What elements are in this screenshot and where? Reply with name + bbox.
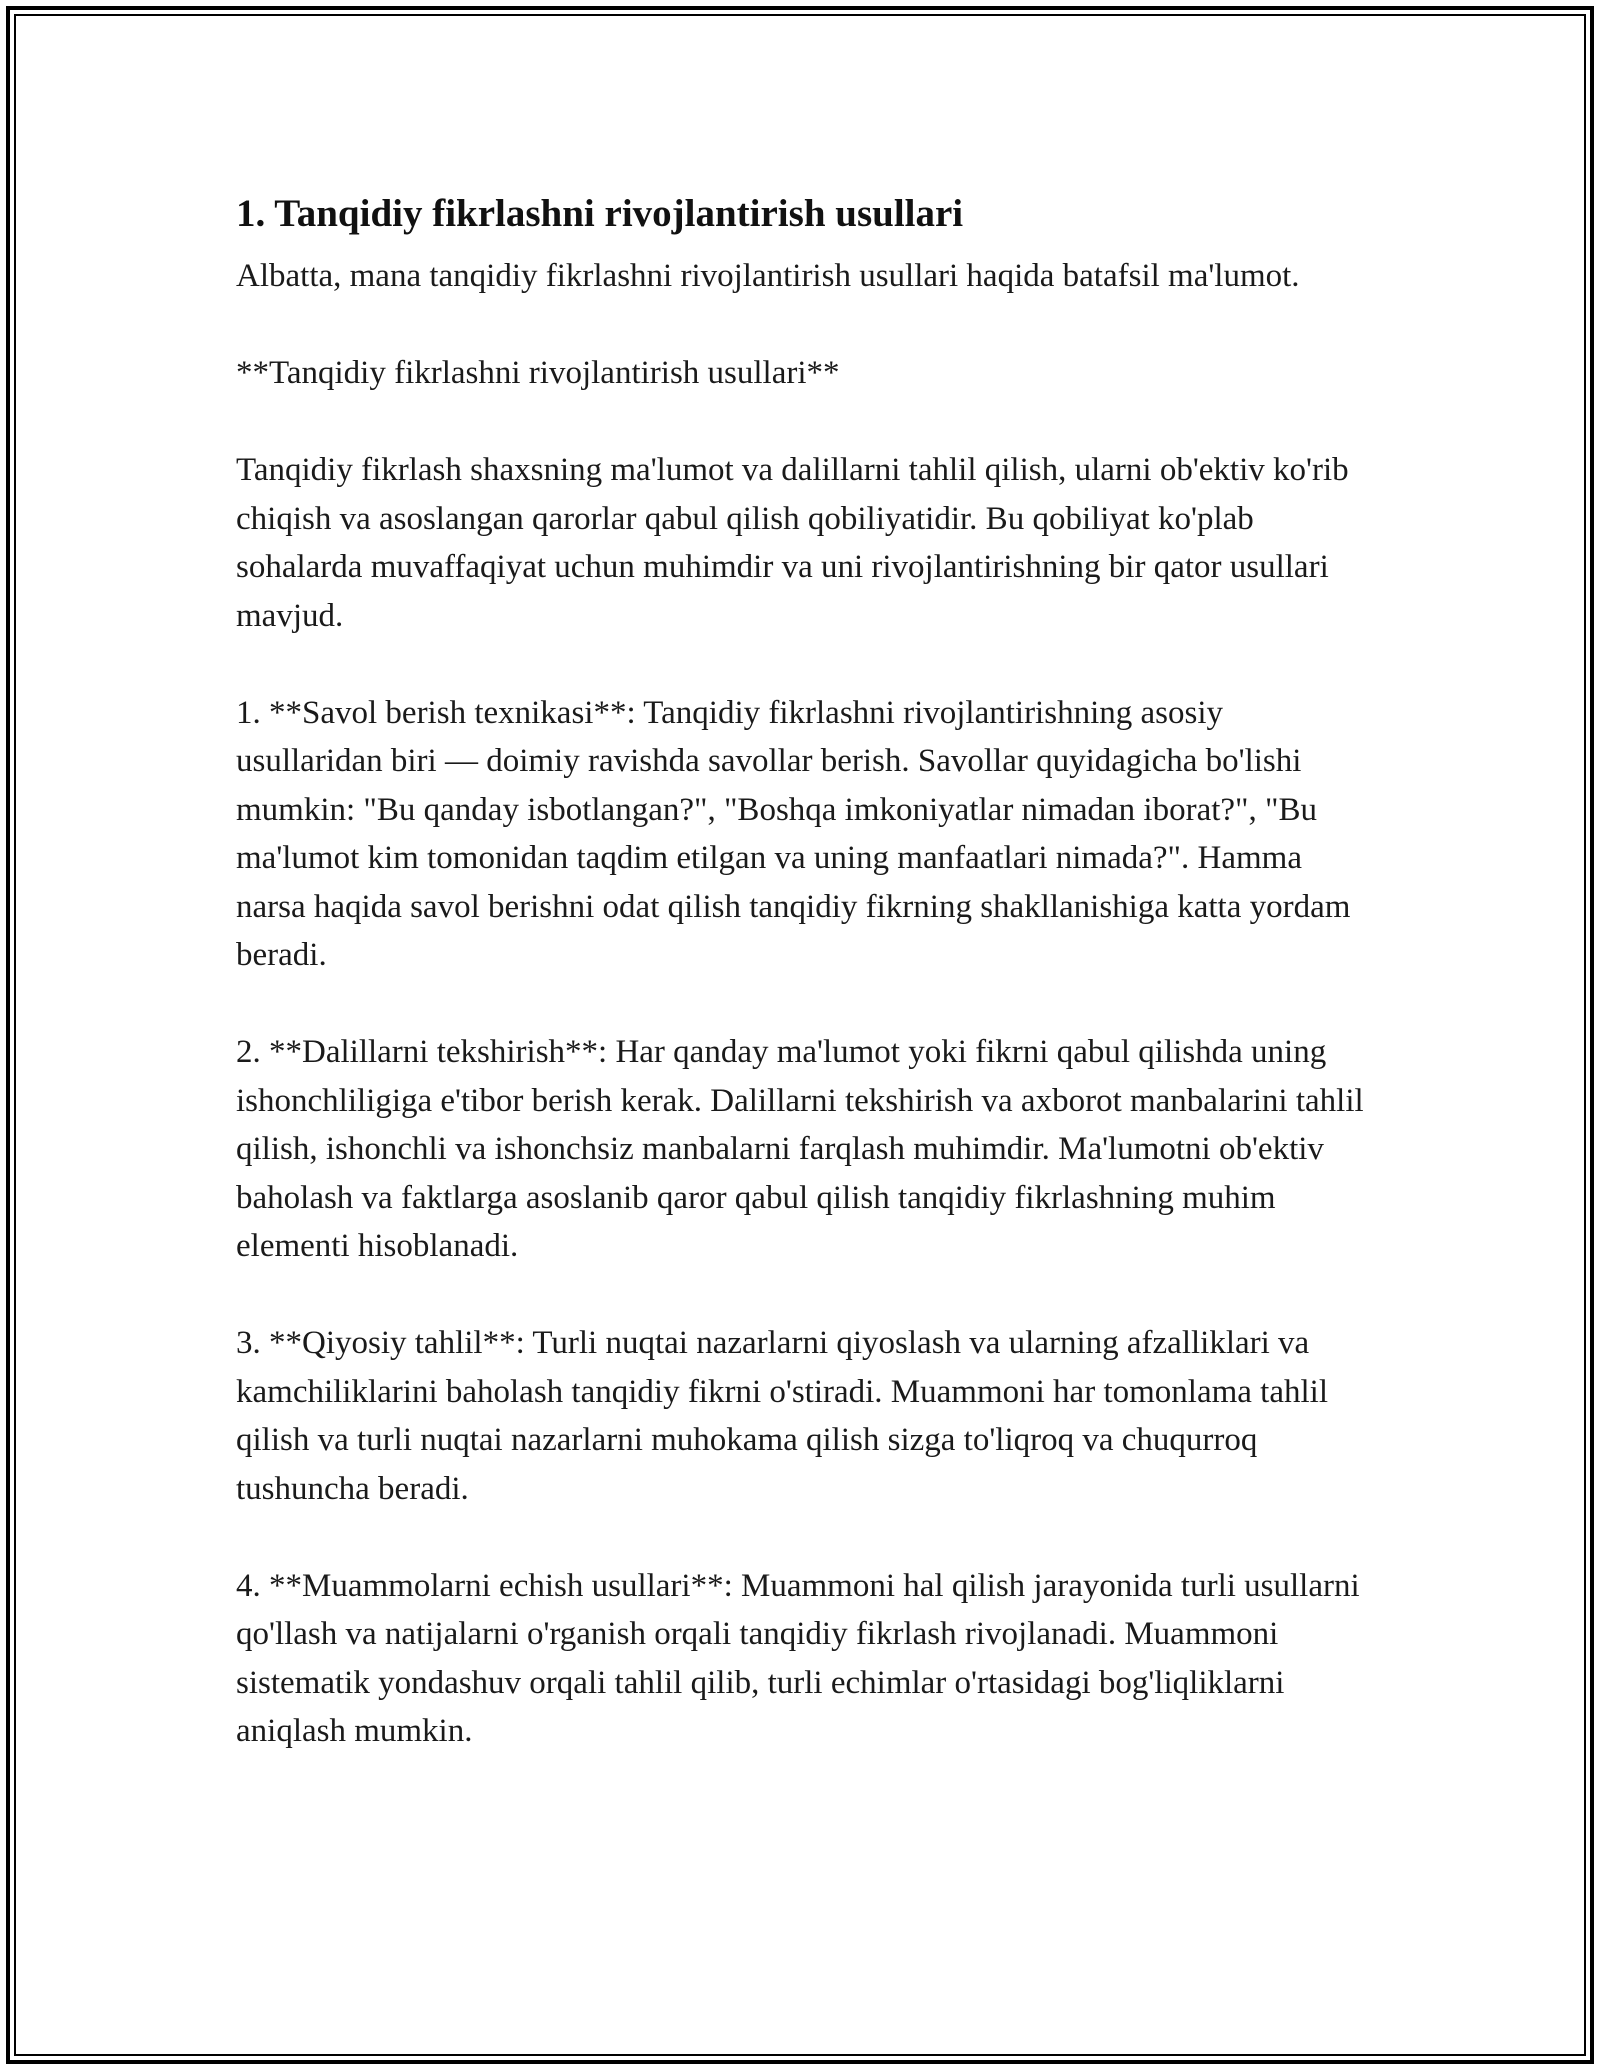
intro-paragraph: Albatta, mana tanqidiy fikrlashni rivojlantirish usullari haqida batafsil ma'lumot. — [236, 258, 1300, 294]
definition-paragraph: Tanqidiy fikrlash shaxsning ma'lumot va dalillarni tahlil qilish, ularni ob'ektiv ko'rib chiqish va asoslangan qarorlar qabul qilish qobiliyatidir. Bu qobiliyat ko'plab sohalarda muvaffaqiyat uchun muhimdir va uni rivojlantirishning bir qator usullari mavjud. — [236, 452, 1349, 634]
method-2-paragraph: 2. **Dalillarni tekshirish**: Har qanday ma'lumot yoki fikrni qabul qilishda uning ishonchliligiga e'tibor berish kerak. Dalillarni tekshirish va axborot manbalarini tahlil qilish, ishonchli va ishonchsiz manbalarni farqlash muhimdir. Ma'lumotni ob'ektiv baholash va faktlarga asoslanib qaror qabul qilish tanqidiy fikrlashning muhim elementi hisoblanadi. — [236, 1034, 1364, 1264]
method-1-paragraph: 1. **Savol berish texnikasi**: Tanqidiy fikrlashni rivojlantirishning asosiy usullaridan biri — doimiy ravishda savollar berish. Savollar quyidagicha bo'lishi mumkin: "Bu qanday isbotlangan?", "Boshqa imkoniyatlar nimadan iborat?", "Bu ma'lumot kim tomonidan taqdim etilgan va uning manfaatlari nimada?". Hamma narsa haqida savol berishni odat qilish tanqidiy fikrning shakllanishiga katta yordam beradi. — [236, 694, 1351, 973]
section-heading-paragraph: **Tanqidiy fikrlashni rivojlantirish usullari** — [236, 355, 840, 391]
document-title: 1. Tanqidiy fikrlashni rivojlantirish usullari — [236, 192, 964, 235]
method-4-paragraph: 4. **Muammolarni echish usullari**: Muammoni hal qilish jarayonida turli usullarni qo'llash va natijalarni o'rganish orqali tanqidiy fikrlash rivojlanadi. Muammoni sistematik yondashuv orqali tahlil qilib, turli echimlar o'rtasidagi bog'liqliklarni aniqlash mumkin. — [236, 1567, 1360, 1749]
document-body — [236, 186, 1376, 1804]
method-3-paragraph: 3. **Qiyosiy tahlil**: Turli nuqtai nazarlarni qiyoslash va ularning afzalliklari va kamchiliklarini baholash tanqidiy fikrni o'stiradi. Muammoni har tomonlama tahlil qilish va turli nuqtai nazarlarni muhokama qilish sizga to'liqroq va chuqurroq tushuncha beradi. — [236, 1325, 1328, 1507]
